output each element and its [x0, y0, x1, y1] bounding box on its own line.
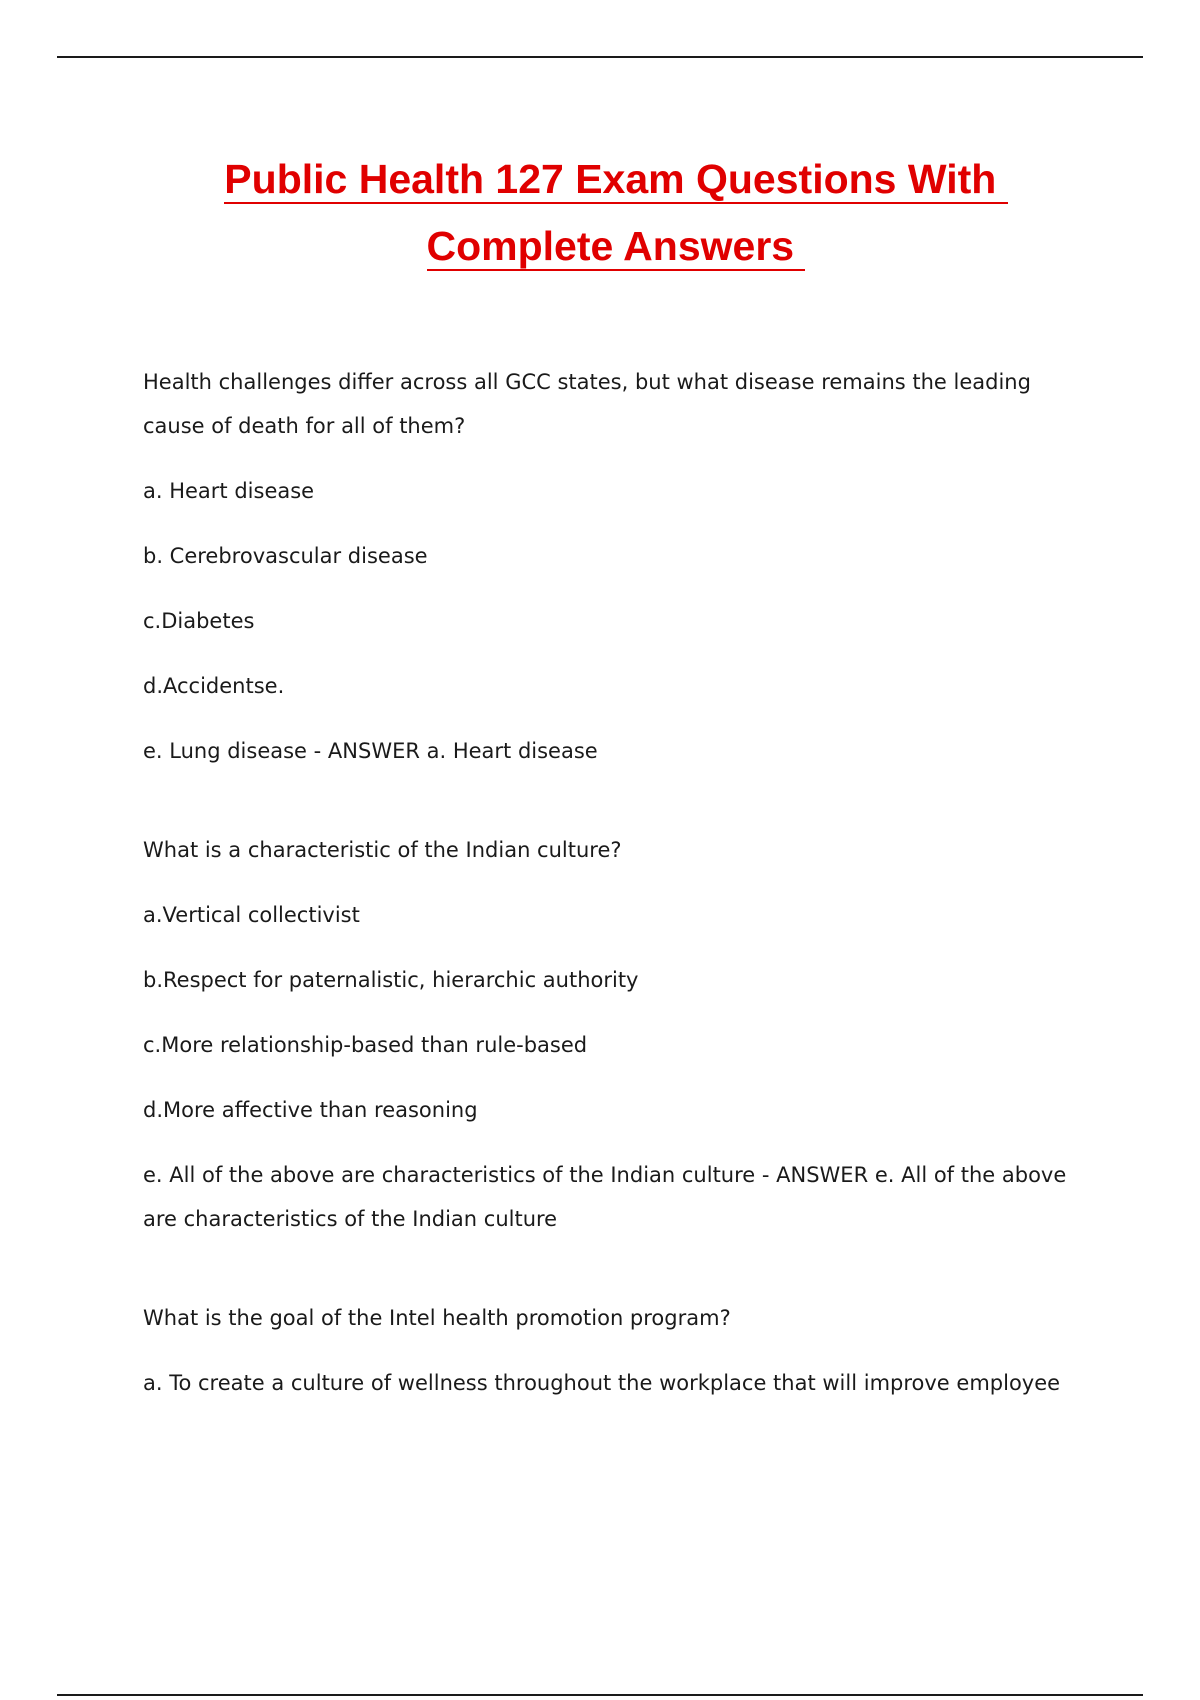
answer-option-with-answer: e. Lung disease - ANSWER a. Heart disease	[143, 739, 598, 763]
answer-option: a. Heart disease	[143, 479, 315, 503]
question-block-3	[143, 1296, 1083, 1405]
bottom-rule	[57, 1694, 1143, 1696]
question-block-1	[143, 360, 1083, 773]
answer-option: d.More affective than reasoning	[143, 1098, 478, 1122]
answer-option: c.Diabetes	[143, 609, 255, 633]
question-text: What is a characteristic of the Indian culture?	[143, 838, 622, 862]
answer-option: b. Cerebrovascular disease	[143, 544, 428, 568]
answer-option: c.More relationship-based than rule-based	[143, 1033, 588, 1057]
answer-option-with-answer: e. All of the above are characteristics of the Indian culture - ANSWER e. All of the above are characteristics of the Indian culture	[143, 1163, 1067, 1231]
title-line-1: Public Health 127 Exam Questions With	[224, 156, 1008, 202]
answer-option: d.Accidentse.	[143, 674, 285, 698]
question-text: What is the goal of the Intel health promotion program?	[143, 1306, 731, 1330]
question-block-2	[143, 828, 1083, 1241]
answer-option: b.Respect for paternalistic, hierarchic authority	[143, 968, 639, 992]
question-text: Health challenges differ across all GCC states, but what disease remains the leading cause of death for all of them?	[143, 370, 1031, 438]
page-title	[0, 146, 1200, 280]
title-line-2: Complete Answers	[426, 223, 806, 269]
answer-option: a.Vertical collectivist	[143, 903, 360, 927]
document-body	[143, 360, 1083, 1405]
top-rule	[57, 56, 1143, 58]
answer-option: a. To create a culture of wellness throughout the workplace that will improve employee	[143, 1371, 1061, 1395]
